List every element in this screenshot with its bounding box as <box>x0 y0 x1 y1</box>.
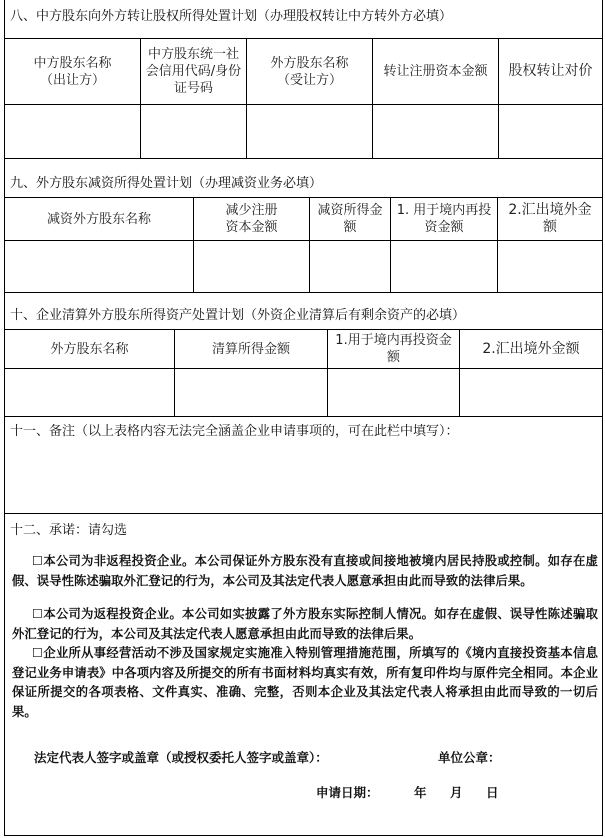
header-remit-abroad: 2.汇出境外金 额 <box>508 202 592 235</box>
unit-seal-label: 单位公章： <box>438 750 501 765</box>
divider <box>4 513 603 514</box>
input-cell[interactable] <box>460 369 602 416</box>
header-cn-shareholder-code: 中方股东统一社会信用代码/身份证号码 <box>145 47 242 96</box>
header-transfer-consideration: 股权转让对价 <box>508 63 593 79</box>
header-domestic-reinvest: 1. 用于境内再投 资金额 <box>396 203 492 235</box>
input-cell[interactable] <box>5 241 193 292</box>
input-cell[interactable] <box>141 105 246 158</box>
input-cell[interactable] <box>391 241 497 292</box>
header-liquidation-proceeds: 清算所得金额 <box>211 341 290 357</box>
header-reduction-shareholder: 减资外方股东名称 <box>46 211 151 227</box>
input-cell[interactable] <box>373 105 498 158</box>
input-cell[interactable] <box>498 241 602 292</box>
input-cell[interactable] <box>5 105 140 158</box>
application-date-label: 申请日期： <box>316 785 379 800</box>
section-12-title: 十二、承诺：请勾选 <box>10 523 128 538</box>
header-reduced-capital: 减少注册 资本金额 <box>225 203 278 235</box>
divider <box>4 292 603 293</box>
input-cell[interactable] <box>328 369 459 416</box>
input-cell[interactable] <box>194 241 309 292</box>
section-8-title: 八、中方股东向外方转让股权所得处置计划（办理股权转让中方转外方必填） <box>10 9 453 24</box>
remarks-area[interactable] <box>5 440 602 512</box>
date-year-label: 年 <box>414 785 427 800</box>
date-month-label: 月 <box>450 785 463 800</box>
input-cell[interactable] <box>499 105 602 158</box>
header-remit-abroad: 2.汇出境外金额 <box>482 340 580 357</box>
input-cell[interactable] <box>175 369 327 416</box>
commitment-non-round-trip: ☐本公司为非返程投资企业。本公司保证外方股东没有直接或间接地被境内居民持股或控制。如存在虚假、误导性陈述骗取外汇登记的行为，本公司及其法定代表人愿意承担由此而导致的法律后果。 <box>12 554 598 588</box>
checkbox-truthfulness[interactable]: ☐ <box>32 646 44 660</box>
header-foreign-shareholder-name: 外方股东名称 （受让方） <box>270 55 349 88</box>
input-cell[interactable] <box>310 241 390 292</box>
header-foreign-shareholder: 外方股东名称 <box>50 341 129 357</box>
header-transfer-capital: 转让注册资本金额 <box>383 64 488 79</box>
commitment-round-trip: ☐本公司为返程投资企业。本公司如实披露了外方股东实际控制人情况。如存在虚假、误导性陈述骗取外汇登记的行为，本公司及其法定代表人愿意承担由此而导致的法律后果。 <box>12 607 598 641</box>
header-domestic-reinvest: 1.用于境内再投资金 额 <box>335 333 452 365</box>
input-cell[interactable] <box>247 105 372 158</box>
section-9-title: 九、外方股东减资所得处置计划（办理减资业务必填） <box>10 176 323 191</box>
legal-rep-signature-label: 法定代表人签字或盖章（或授权委托人签字或盖章）： <box>34 750 328 765</box>
input-cell[interactable] <box>5 369 174 416</box>
divider <box>4 158 603 159</box>
header-cn-shareholder-name: 中方股东名称 （出让方） <box>33 55 112 88</box>
checkbox-non-round-trip[interactable]: ☐ <box>32 554 44 568</box>
divider <box>4 416 603 417</box>
header-reduction-proceeds: 减资所得金 额 <box>317 203 383 235</box>
checkbox-round-trip[interactable]: ☐ <box>32 607 44 621</box>
commitment-truthfulness: ☐企业所从事经营活动不涉及国家规定实施准入特别管理措施范围，所填写的《境内直接投资基本信息登记业务申请表》中各项内容及所提交的所有书面材料均真实有效，所有复印件均与原件完全相同。本企业保证所提交的各项表格、文件真实、准确、完整，否则本企业及其法定代表人将承担由此而导致的一切后果。 <box>12 646 598 719</box>
section-10-title: 十、企业清算外方股东所得资产处置计划（外资企业清算后有剩余资产的必填） <box>10 308 466 323</box>
section-11-title: 十一、备注（以上表格内容无法完全涵盖企业申请事项的，可在此栏中填写）： <box>10 424 459 439</box>
date-day-label: 日 <box>486 785 499 800</box>
